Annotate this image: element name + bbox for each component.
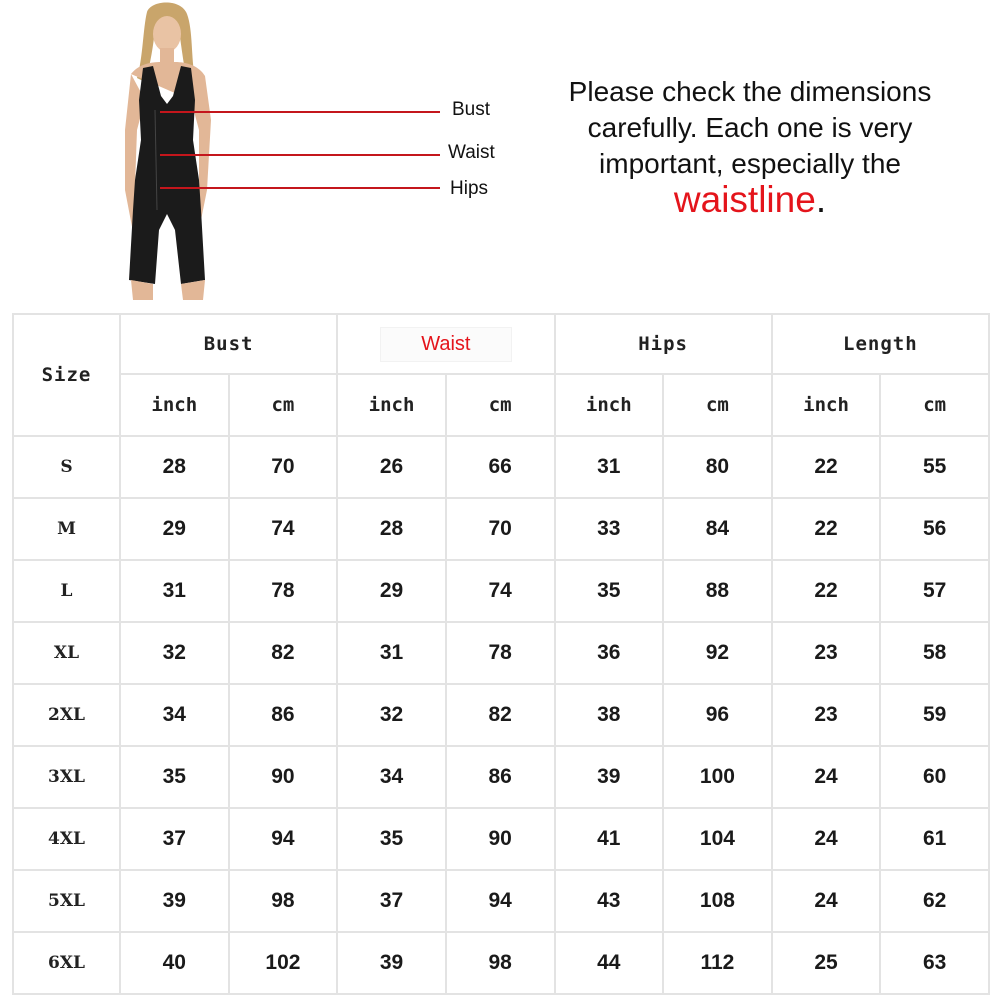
table-row xyxy=(13,498,989,560)
measurement-cell: 31 xyxy=(120,560,229,622)
measurement-cell: 100 xyxy=(663,746,772,808)
size-cell: XL xyxy=(13,622,120,684)
measurement-cell: 62 xyxy=(880,870,989,932)
waist-highlight-box xyxy=(380,327,511,362)
measurement-cell: 34 xyxy=(120,684,229,746)
measurement-cell: 92 xyxy=(663,622,772,684)
measurement-cell: 98 xyxy=(446,932,555,994)
table-row xyxy=(13,808,989,870)
size-chart-table xyxy=(12,313,990,995)
measurement-cell: 80 xyxy=(663,436,772,498)
size-cell: 5XL xyxy=(13,870,120,932)
header-row xyxy=(13,314,989,374)
measurement-cell: 94 xyxy=(446,870,555,932)
length-header: Length xyxy=(772,314,989,374)
waist-line xyxy=(160,154,440,156)
measurement-cell: 39 xyxy=(555,746,664,808)
measurement-cell: 33 xyxy=(555,498,664,560)
measurement-cell: 86 xyxy=(229,684,338,746)
measurement-cell: 86 xyxy=(446,746,555,808)
measurement-cell: 35 xyxy=(120,746,229,808)
measurement-cell: 70 xyxy=(446,498,555,560)
measurement-cell: 84 xyxy=(663,498,772,560)
hips-label: Hips xyxy=(450,178,489,199)
measurement-cell: 28 xyxy=(337,498,446,560)
measurement-cell: 34 xyxy=(337,746,446,808)
measurement-cell: 38 xyxy=(555,684,664,746)
notice-text: Please check the dimensions carefully. Each one is very important, especially the xyxy=(568,76,932,179)
size-cell: 3XL xyxy=(13,746,120,808)
notice-highlight: waistline xyxy=(673,179,816,220)
hips-line xyxy=(160,187,440,189)
bust-header: Bust xyxy=(120,314,337,374)
measurement-cell: 26 xyxy=(337,436,446,498)
measurement-cell: 74 xyxy=(229,498,338,560)
measurement-cell: 24 xyxy=(772,808,881,870)
measurement-cell: 61 xyxy=(880,808,989,870)
waist-header xyxy=(337,314,554,374)
unit-header: inch xyxy=(120,374,229,436)
measurement-cell: 39 xyxy=(337,932,446,994)
size-cell: S xyxy=(13,436,120,498)
measurement-cell: 22 xyxy=(772,560,881,622)
measurement-cell: 55 xyxy=(880,436,989,498)
measurement-cell: 78 xyxy=(229,560,338,622)
table-row xyxy=(13,870,989,932)
measurement-cell: 32 xyxy=(337,684,446,746)
table-row xyxy=(13,684,989,746)
measurement-cell: 22 xyxy=(772,498,881,560)
unit-header: inch xyxy=(555,374,664,436)
unit-header: inch xyxy=(772,374,881,436)
measurement-cell: 90 xyxy=(229,746,338,808)
measurement-cell: 82 xyxy=(229,622,338,684)
measurement-cell: 57 xyxy=(880,560,989,622)
measurement-cell: 32 xyxy=(120,622,229,684)
measurement-cell: 36 xyxy=(555,622,664,684)
unit-header: inch xyxy=(337,374,446,436)
waist-label: Waist xyxy=(448,142,495,163)
table-row xyxy=(13,622,989,684)
measurement-cell: 94 xyxy=(229,808,338,870)
measurement-cell: 31 xyxy=(337,622,446,684)
size-cell: 2XL xyxy=(13,684,120,746)
bust-line xyxy=(160,111,440,113)
measurement-cell: 78 xyxy=(446,622,555,684)
measurement-cell: 41 xyxy=(555,808,664,870)
measurement-cell: 29 xyxy=(120,498,229,560)
measurement-cell: 31 xyxy=(555,436,664,498)
sizing-notice xyxy=(545,74,955,221)
measurement-cell: 96 xyxy=(663,684,772,746)
measurement-cell: 59 xyxy=(880,684,989,746)
measurement-cell: 28 xyxy=(120,436,229,498)
measurement-cell: 102 xyxy=(229,932,338,994)
measurement-cell: 43 xyxy=(555,870,664,932)
measurement-cell: 23 xyxy=(772,684,881,746)
measurement-cell: 82 xyxy=(446,684,555,746)
measurement-cell: 88 xyxy=(663,560,772,622)
unit-row xyxy=(13,374,989,436)
measurement-cell: 35 xyxy=(555,560,664,622)
measurement-cell: 60 xyxy=(880,746,989,808)
measurement-cell: 90 xyxy=(446,808,555,870)
unit-header: cm xyxy=(446,374,555,436)
hips-header: Hips xyxy=(555,314,772,374)
measurement-cell: 98 xyxy=(229,870,338,932)
measurement-cell: 22 xyxy=(772,436,881,498)
measurement-cell: 70 xyxy=(229,436,338,498)
size-cell: M xyxy=(13,498,120,560)
table-row xyxy=(13,932,989,994)
measurement-cell: 39 xyxy=(120,870,229,932)
size-header: Size xyxy=(13,314,120,436)
measurement-cell: 37 xyxy=(337,870,446,932)
notice-period: . xyxy=(815,179,827,220)
measurement-cell: 58 xyxy=(880,622,989,684)
measurement-cell: 74 xyxy=(446,560,555,622)
measurement-cell: 112 xyxy=(663,932,772,994)
measurement-cell: 108 xyxy=(663,870,772,932)
waist-header-text: Waist xyxy=(421,332,471,355)
size-cell: 4XL xyxy=(13,808,120,870)
size-cell: 6XL xyxy=(13,932,120,994)
measurement-cell: 29 xyxy=(337,560,446,622)
measurement-cell: 104 xyxy=(663,808,772,870)
table-row xyxy=(13,436,989,498)
measurement-cell: 35 xyxy=(337,808,446,870)
measurement-cell: 40 xyxy=(120,932,229,994)
size-cell: L xyxy=(13,560,120,622)
measurement-cell: 66 xyxy=(446,436,555,498)
measurement-cell: 37 xyxy=(120,808,229,870)
bust-label: Bust xyxy=(452,99,491,120)
table-row xyxy=(13,746,989,808)
unit-header: cm xyxy=(229,374,338,436)
table-row xyxy=(13,560,989,622)
measurement-cell: 63 xyxy=(880,932,989,994)
measurement-cell: 44 xyxy=(555,932,664,994)
unit-header: cm xyxy=(663,374,772,436)
measurement-cell: 24 xyxy=(772,870,881,932)
unit-header: cm xyxy=(880,374,989,436)
measurement-cell: 25 xyxy=(772,932,881,994)
measurement-cell: 56 xyxy=(880,498,989,560)
measurement-cell: 24 xyxy=(772,746,881,808)
measurement-cell: 23 xyxy=(772,622,881,684)
